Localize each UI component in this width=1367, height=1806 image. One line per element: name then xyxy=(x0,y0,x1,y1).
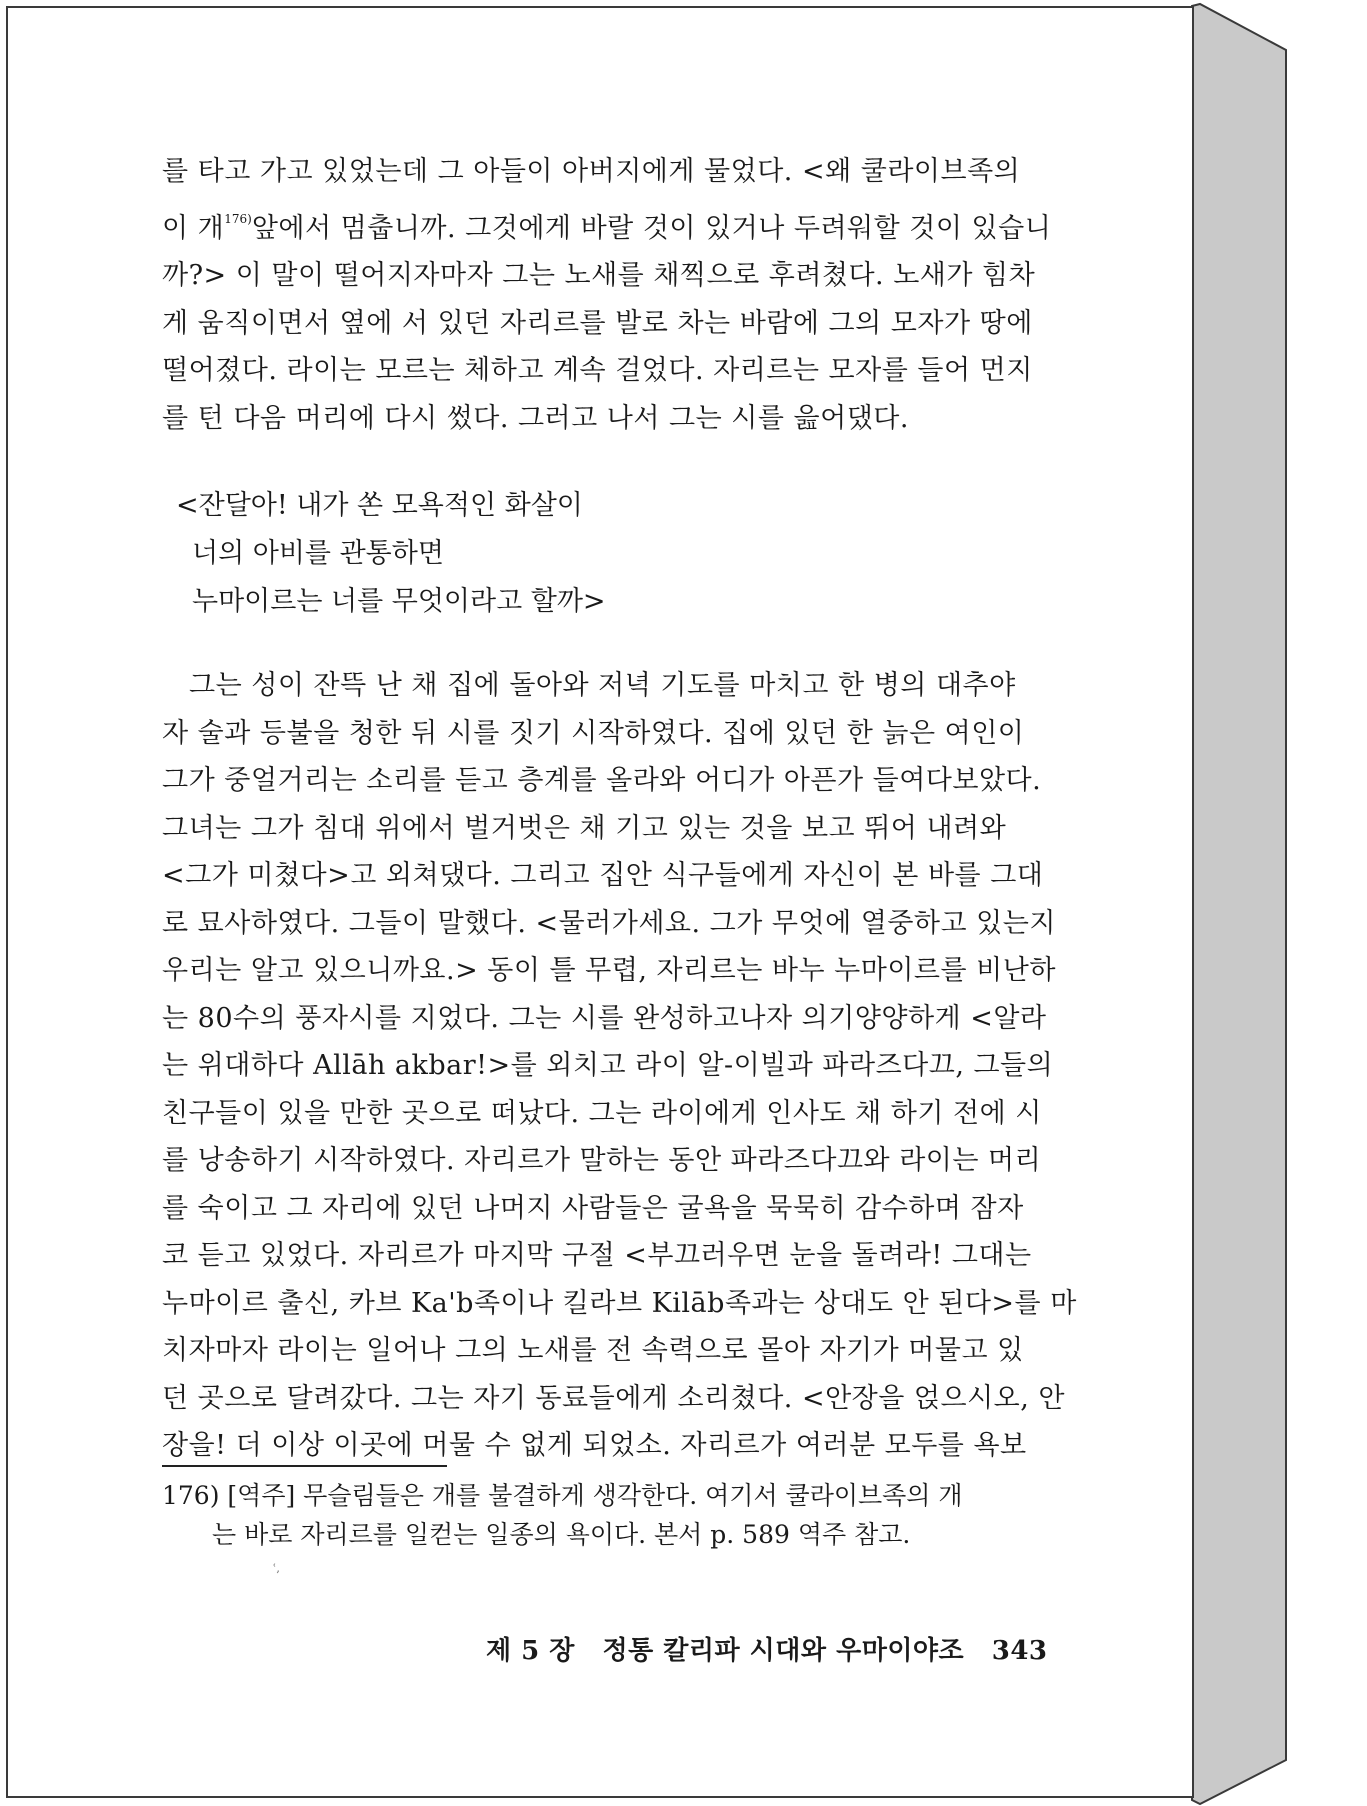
text-line: 를 턴 다음 머리에 다시 썼다. 그러고 나서 그는 시를 읊어댔다. xyxy=(162,402,909,434)
text-line: 던 곳으로 달려갔다. 그는 자기 동료들에게 소리쳤다. <안장을 얹으시오, 안 xyxy=(162,1382,1065,1414)
footnote xyxy=(162,1476,1004,1554)
text-line: 친구들이 있을 만한 곳으로 떠났다. 그는 라이에게 인사도 채 하기 전에 시 xyxy=(162,1097,1042,1129)
footnote-line: 176) [역주] 무슬림들은 개를 불결하게 생각한다. 여기서 쿨라이브족의 개 xyxy=(162,1481,963,1510)
footnote-line: 는 바로 자리르를 일컫는 일종의 욕이다. 본서 p. 589 역주 참고. xyxy=(212,1520,911,1549)
text-line: 자 술과 등불을 청한 뒤 시를 짓기 시작하였다. 집에 있던 한 늙은 여인이 xyxy=(162,717,1025,749)
text-line: 그는 성이 잔뜩 난 채 집에 돌아와 저녁 기도를 마치고 한 병의 대추야 xyxy=(189,670,1016,701)
page-number: 343 xyxy=(991,1636,1048,1666)
print-speck: ʿ, xyxy=(273,1562,280,1575)
paragraph-1 xyxy=(162,148,1052,442)
text-line: 치자마자 라이는 일어나 그의 노새를 전 속력으로 몰아 자기가 머물고 있 xyxy=(162,1335,1024,1366)
text-line: 를 낭송하기 시작하였다. 자리르가 말하는 동안 파라즈다끄와 라이는 머리 xyxy=(162,1145,1042,1176)
text-line: 는 80수의 풍자시를 지었다. 그는 시를 완성하고나자 의기양양하게 <알라 xyxy=(162,1002,1047,1034)
running-footer xyxy=(486,1630,1048,1667)
verse-block xyxy=(176,482,1004,626)
text-line: 떨어졌다. 라이는 모르는 체하고 계속 걸었다. 자리르는 모자를 들어 먼지 xyxy=(162,355,1033,386)
text-line: <그가 미쳤다>고 외쳐댔다. 그리고 집안 식구들에게 자신이 본 바를 그대 xyxy=(162,860,1044,891)
text-line: 를 숙이고 그 자리에 있던 나머지 사람들은 굴욕을 묵묵히 감수하며 잠자 xyxy=(162,1192,1024,1224)
book-spine-face xyxy=(1192,4,1286,1804)
verse-line: 너의 아비를 관통하면 xyxy=(192,538,444,569)
verse-line: <잔달아! 내가 쏜 모욕적인 화살이 xyxy=(176,490,583,521)
text-line: 장을! 더 이상 이곳에 머물 수 없게 되었소. 자리르가 여러분 모두를 욕보 xyxy=(162,1430,1027,1461)
footnote-separator xyxy=(162,1465,447,1467)
chapter-title: 정통 칼리파 시대와 우마이야조 xyxy=(602,1636,965,1666)
paragraph-2 xyxy=(162,662,1077,1470)
text-fragment: 앞에서 멈춥니까. 그것에게 바랄 것이 있거나 두려워할 것이 있습니 xyxy=(251,212,1052,244)
text-line: 누마이르 출신, 카브 Ka'b족이나 킬라브 Kilāb족과는 상대도 안 된다>를 마 xyxy=(162,1287,1077,1319)
verse-line: 누마이르는 너를 무엇이라고 할까> xyxy=(192,586,606,617)
text-line-with-footnote-ref xyxy=(162,196,1052,253)
text-line: 그녀는 그가 침대 위에서 벌거벗은 채 기고 있는 것을 보고 뛰어 내려와 xyxy=(162,812,1007,844)
text-line: 우리는 알고 있으니까요.> 동이 틀 무렵, 자리르는 바누 누마이르를 비난하 xyxy=(162,955,1056,986)
text-line: 는 위대하다 Allāh akbar!>를 외치고 라이 알-이빌과 파라즈다끄, 그들의 xyxy=(162,1050,1054,1081)
text-line: 까?> 이 말이 떨어지자마자 그는 노새를 채찍으로 후려쳤다. 노새가 힘차 xyxy=(162,260,1036,291)
text-line: 코 듣고 있었다. 자리르가 마지막 구절 <부끄러우면 눈을 돌려라! 그대는 xyxy=(162,1240,1032,1271)
page-body xyxy=(162,148,1077,1470)
footnote-reference: 176) xyxy=(224,211,252,226)
text-line: 게 움직이면서 옆에 서 있던 자리르를 발로 차는 바람에 그의 모자가 땅에 xyxy=(162,307,1033,339)
text-line: 로 묘사하였다. 그들이 말했다. <물러가세요. 그가 무엇에 열중하고 있는지 xyxy=(162,907,1056,939)
text-line: 를 타고 가고 있었는데 그 아들이 아버지에게 물었다. <왜 쿨라이브족의 xyxy=(162,156,1021,187)
text-fragment: 이 개 xyxy=(162,212,225,244)
text-line: 그가 중얼거리는 소리를 듣고 층계를 올라와 어디가 아픈가 들여다보았다. xyxy=(162,765,1042,796)
chapter-label: 제 5 장 xyxy=(486,1636,575,1666)
